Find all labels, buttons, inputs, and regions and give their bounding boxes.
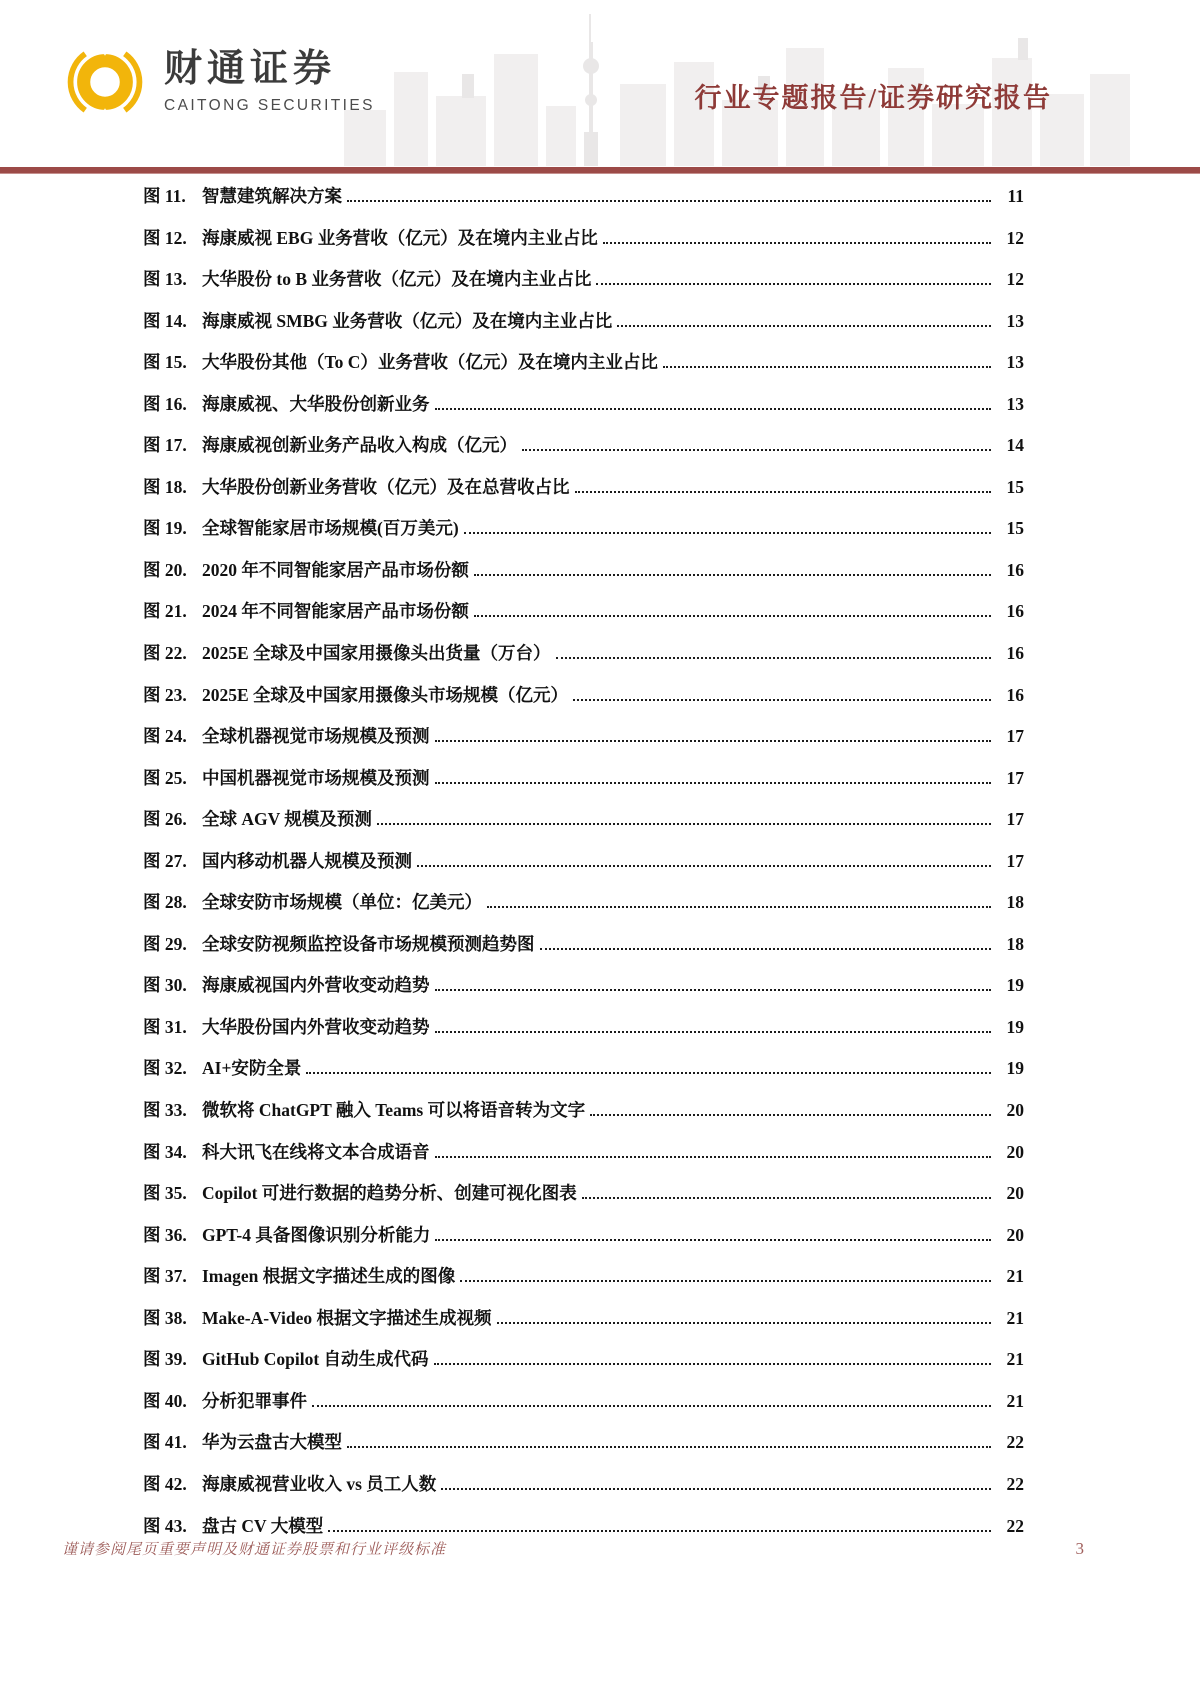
toc-entry-label: 图 15. bbox=[143, 352, 187, 373]
toc-entry-title: 大华股份创新业务营收（亿元）及在总营收占比 bbox=[202, 476, 570, 497]
toc-entry-page: 19 bbox=[1006, 975, 1024, 996]
toc-entry-title: GitHub Copilot 自动生成代码 bbox=[202, 1349, 429, 1370]
toc-entry-page: 14 bbox=[1006, 435, 1024, 456]
toc-entry-label: 图 40. bbox=[143, 1390, 187, 1411]
toc-entry-row[interactable] bbox=[143, 806, 1024, 848]
toc-entry-row[interactable] bbox=[143, 183, 1024, 225]
toc-dot-leader bbox=[556, 657, 991, 659]
toc-entry-page: 12 bbox=[1006, 269, 1024, 290]
toc-entry-page: 13 bbox=[1006, 393, 1024, 414]
toc-dot-leader bbox=[596, 283, 991, 285]
toc-dot-leader bbox=[573, 699, 991, 701]
toc-entry-page: 20 bbox=[1006, 1141, 1024, 1162]
toc-dot-leader bbox=[347, 1446, 991, 1448]
toc-entry-title: 全球智能家居市场规模(百万美元) bbox=[202, 518, 459, 539]
toc-entry-title: 智慧建筑解决方案 bbox=[202, 186, 342, 206]
toc-entry-row[interactable] bbox=[143, 1222, 1024, 1264]
toc-entry-row[interactable] bbox=[143, 308, 1024, 350]
toc-dot-leader bbox=[522, 449, 991, 451]
toc-entry-row[interactable] bbox=[143, 598, 1024, 640]
toc-dot-leader bbox=[464, 532, 991, 534]
toc-entry-row[interactable] bbox=[143, 1263, 1024, 1305]
toc-dot-leader bbox=[435, 1239, 991, 1241]
toc-entry-title: 科大讯飞在线将文本合成语音 bbox=[202, 1141, 430, 1162]
footer-page-number: 3 bbox=[1075, 1539, 1084, 1558]
toc-entry-label: 图 41. bbox=[143, 1432, 187, 1453]
toc-dot-leader bbox=[582, 1197, 991, 1199]
toc-entry-label: 图 21. bbox=[143, 601, 187, 622]
toc-entry-title: 2020 年不同智能家居产品市场份额 bbox=[202, 559, 469, 580]
toc-entry-row[interactable] bbox=[143, 931, 1024, 973]
toc-entry-title: 中国机器视觉市场规模及预测 bbox=[202, 767, 430, 788]
toc-entry-title: Imagen 根据文字描述生成的图像 bbox=[202, 1266, 456, 1287]
toc-entry-label: 图 26. bbox=[143, 809, 187, 830]
toc-entry-label: 图 14. bbox=[143, 310, 187, 331]
toc-entry-label: 图 20. bbox=[143, 559, 187, 580]
toc-entry-row[interactable] bbox=[143, 640, 1024, 682]
toc-entry-label: 图 42. bbox=[143, 1473, 187, 1494]
toc-entry-label: 图 31. bbox=[143, 1016, 187, 1037]
toc-entry-page: 19 bbox=[1006, 1016, 1024, 1037]
toc-dot-leader bbox=[441, 1488, 991, 1490]
toc-entry-title: Copilot 可进行数据的趋势分析、创建可视化图表 bbox=[202, 1183, 577, 1204]
toc-entry-row[interactable] bbox=[143, 1014, 1024, 1056]
toc-entry-row[interactable] bbox=[143, 266, 1024, 308]
toc-entry-label: 图 38. bbox=[143, 1307, 187, 1328]
toc-entry-row[interactable] bbox=[143, 1055, 1024, 1097]
toc-entry-page: 15 bbox=[1006, 476, 1024, 497]
toc-entry-title: 大华股份 to B 业务营收（亿元）及在境内主业占比 bbox=[202, 269, 592, 290]
toc-entry-page: 17 bbox=[1006, 767, 1024, 788]
toc-entry-row[interactable] bbox=[143, 848, 1024, 890]
toc-entry-page: 17 bbox=[1006, 850, 1024, 871]
page-footer bbox=[0, 1538, 1200, 1559]
toc-dot-leader bbox=[590, 1114, 991, 1116]
toc-entry-page: 11 bbox=[1007, 186, 1024, 206]
toc-entry-row[interactable] bbox=[143, 557, 1024, 599]
toc-entry-page: 21 bbox=[1006, 1349, 1024, 1370]
toc-entry-title: 国内移动机器人规模及预测 bbox=[202, 850, 412, 871]
toc-dot-leader bbox=[435, 782, 992, 784]
toc-entry-label: 图 33. bbox=[143, 1100, 187, 1121]
toc-dot-leader bbox=[575, 491, 992, 493]
toc-entry-title: 全球 AGV 规模及预测 bbox=[202, 809, 372, 830]
toc-dot-leader bbox=[377, 823, 991, 825]
toc-entry-label: 图 30. bbox=[143, 975, 187, 996]
toc-entry-label: 图 28. bbox=[143, 892, 187, 913]
toc-dot-leader bbox=[435, 408, 992, 410]
toc-entry-page: 16 bbox=[1006, 559, 1024, 580]
toc-entry-page: 17 bbox=[1006, 726, 1024, 747]
toc-entry-page: 13 bbox=[1006, 310, 1024, 331]
toc-dot-leader bbox=[435, 1031, 992, 1033]
toc-entry-row[interactable] bbox=[143, 682, 1024, 724]
toc-entry-title: 海康威视营业收入 vs 员工人数 bbox=[202, 1473, 437, 1494]
toc-entry-label: 图 18. bbox=[143, 476, 187, 497]
toc-entry-label: 图 34. bbox=[143, 1141, 187, 1162]
toc-entry-label: 图 36. bbox=[143, 1224, 187, 1245]
toc-entry-title: 2024 年不同智能家居产品市场份额 bbox=[202, 601, 469, 622]
toc-entry-title: 2025E 全球及中国家用摄像头市场规模（亿元） bbox=[202, 684, 569, 705]
toc-entry-title: 大华股份国内外营收变动趋势 bbox=[202, 1016, 430, 1037]
toc-entry-page: 13 bbox=[1006, 352, 1024, 373]
toc-dot-leader bbox=[347, 200, 991, 202]
toc-entry-title: GPT-4 具备图像识别分析能力 bbox=[202, 1224, 431, 1245]
toc-entry-title: 全球安防市场规模（单位：亿美元） bbox=[202, 892, 482, 913]
toc-entry-label: 图 23. bbox=[143, 684, 187, 705]
toc-entry-title: 海康威视 EBG 业务营收（亿元）及在境内主业占比 bbox=[202, 227, 598, 248]
toc-entry-label: 图 13. bbox=[143, 269, 187, 290]
toc-entry-title: 分析犯罪事件 bbox=[202, 1390, 307, 1411]
toc-dot-leader bbox=[435, 989, 992, 991]
toc-entry-row[interactable] bbox=[143, 225, 1024, 267]
toc-entry-row[interactable] bbox=[143, 1139, 1024, 1181]
toc-entry-row[interactable] bbox=[143, 1429, 1024, 1471]
toc-entry-page: 22 bbox=[1006, 1515, 1024, 1536]
toc-dot-leader bbox=[306, 1072, 991, 1074]
toc-entry-label: 图 11. bbox=[143, 186, 186, 206]
toc-entry-page: 20 bbox=[1006, 1100, 1024, 1121]
toc-entry-page: 22 bbox=[1006, 1473, 1024, 1494]
header-divider bbox=[0, 167, 1200, 174]
toc-dot-leader bbox=[617, 325, 991, 327]
toc-dot-leader bbox=[434, 1363, 991, 1365]
toc-entry-page: 21 bbox=[1006, 1307, 1024, 1328]
toc-entry-label: 图 27. bbox=[143, 850, 187, 871]
logo-cn-text: 财通证券 bbox=[164, 48, 337, 91]
toc-dot-leader bbox=[435, 740, 992, 742]
caitong-emblem-icon bbox=[64, 40, 146, 124]
toc-entry-row[interactable] bbox=[143, 972, 1024, 1014]
toc-dot-leader bbox=[474, 574, 991, 576]
toc-entry-title: 海康威视国内外营收变动趋势 bbox=[202, 975, 430, 996]
toc-entry-label: 图 37. bbox=[143, 1266, 187, 1287]
toc-dot-leader bbox=[460, 1280, 991, 1282]
toc-entry-page: 20 bbox=[1006, 1224, 1024, 1245]
toc-entry-row[interactable] bbox=[143, 515, 1024, 557]
toc-dot-leader bbox=[328, 1530, 991, 1532]
toc-entry-row[interactable] bbox=[143, 1097, 1024, 1139]
toc-dot-leader bbox=[540, 948, 992, 950]
caitong-logo bbox=[64, 40, 375, 124]
toc-entry-row[interactable] bbox=[143, 1305, 1024, 1347]
toc-entry-label: 图 22. bbox=[143, 643, 187, 664]
toc-entry-title: 全球机器视觉市场规模及预测 bbox=[202, 726, 430, 747]
page-header bbox=[0, 0, 1200, 168]
toc-entry-page: 21 bbox=[1006, 1390, 1024, 1411]
toc-dot-leader bbox=[312, 1405, 991, 1407]
toc-entry-row[interactable] bbox=[143, 889, 1024, 931]
toc-entry-label: 图 32. bbox=[143, 1058, 187, 1079]
toc-entry-row[interactable] bbox=[143, 1471, 1024, 1513]
toc-entry-row[interactable] bbox=[143, 1346, 1024, 1388]
toc-entry-row[interactable] bbox=[143, 432, 1024, 474]
logo-text-block bbox=[164, 49, 375, 115]
toc-entry-title: 海康威视 SMBG 业务营收（亿元）及在境内主业占比 bbox=[202, 310, 613, 331]
toc-entry-page: 18 bbox=[1006, 892, 1024, 913]
toc-entry-page: 16 bbox=[1006, 601, 1024, 622]
toc-entry-label: 图 17. bbox=[143, 435, 187, 456]
toc-entry-page: 21 bbox=[1006, 1266, 1024, 1287]
toc-entry-label: 图 35. bbox=[143, 1183, 187, 1204]
toc-dot-leader bbox=[435, 1156, 992, 1158]
toc-entry-label: 图 24. bbox=[143, 726, 187, 747]
toc-entry-title: 微软将 ChatGPT 融入 Teams 可以将语音转为文字 bbox=[202, 1100, 586, 1121]
toc-entry-title: 海康威视创新业务产品收入构成（亿元） bbox=[202, 435, 517, 456]
toc-entry-label: 图 19. bbox=[143, 518, 187, 539]
toc-entry-row[interactable] bbox=[143, 1388, 1024, 1430]
toc-entry-row[interactable] bbox=[143, 765, 1024, 807]
toc-entry-title: 全球安防视频监控设备市场规模预测趋势图 bbox=[202, 933, 535, 954]
toc-entry-page: 16 bbox=[1006, 643, 1024, 664]
toc-entry-row[interactable] bbox=[143, 391, 1024, 433]
toc-entry-page: 15 bbox=[1006, 518, 1024, 539]
figure-toc bbox=[143, 183, 1024, 1554]
toc-entry-row[interactable] bbox=[143, 723, 1024, 765]
toc-entry-page: 17 bbox=[1006, 809, 1024, 830]
toc-entry-label: 图 39. bbox=[143, 1349, 187, 1370]
toc-entry-page: 22 bbox=[1006, 1432, 1024, 1453]
toc-dot-leader bbox=[603, 242, 991, 244]
toc-entry-title: Make-A-Video 根据文字描述生成视频 bbox=[202, 1307, 492, 1328]
toc-dot-leader bbox=[487, 906, 991, 908]
toc-entry-row[interactable] bbox=[143, 1180, 1024, 1222]
toc-entry-row[interactable] bbox=[143, 349, 1024, 391]
toc-entry-label: 图 29. bbox=[143, 933, 187, 954]
toc-entry-label: 图 12. bbox=[143, 227, 187, 248]
toc-entry-title: 盘古 CV 大模型 bbox=[202, 1515, 324, 1536]
toc-dot-leader bbox=[417, 865, 991, 867]
toc-entry-page: 19 bbox=[1006, 1058, 1024, 1079]
toc-entry-title: 海康威视、大华股份创新业务 bbox=[202, 393, 430, 414]
toc-entry-title: 华为云盘古大模型 bbox=[202, 1432, 342, 1453]
toc-dot-leader bbox=[474, 615, 991, 617]
toc-entry-label: 图 16. bbox=[143, 393, 187, 414]
toc-entry-title: 2025E 全球及中国家用摄像头出货量（万台） bbox=[202, 643, 551, 664]
report-type-label: 行业专题报告/证券研究报告 bbox=[694, 83, 1052, 113]
toc-entry-page: 20 bbox=[1006, 1183, 1024, 1204]
toc-entry-title: 大华股份其他（To C）业务营收（亿元）及在境内主业占比 bbox=[202, 352, 658, 373]
toc-dot-leader bbox=[497, 1322, 991, 1324]
footer-disclaimer: 谨请参阅尾页重要声明及财通证券股票和行业评级标准 bbox=[62, 1542, 447, 1558]
toc-entry-title: AI+安防全景 bbox=[202, 1058, 302, 1079]
toc-entry-row[interactable] bbox=[143, 474, 1024, 516]
logo-en-text: CAITONG SECURITIES bbox=[164, 96, 375, 114]
toc-dot-leader bbox=[663, 366, 991, 368]
toc-entry-label: 图 25. bbox=[143, 767, 187, 788]
toc-entry-page: 16 bbox=[1006, 684, 1024, 705]
toc-entry-label: 图 43. bbox=[143, 1515, 187, 1536]
toc-entry-page: 18 bbox=[1006, 933, 1024, 954]
toc-entry-page: 12 bbox=[1006, 227, 1024, 248]
